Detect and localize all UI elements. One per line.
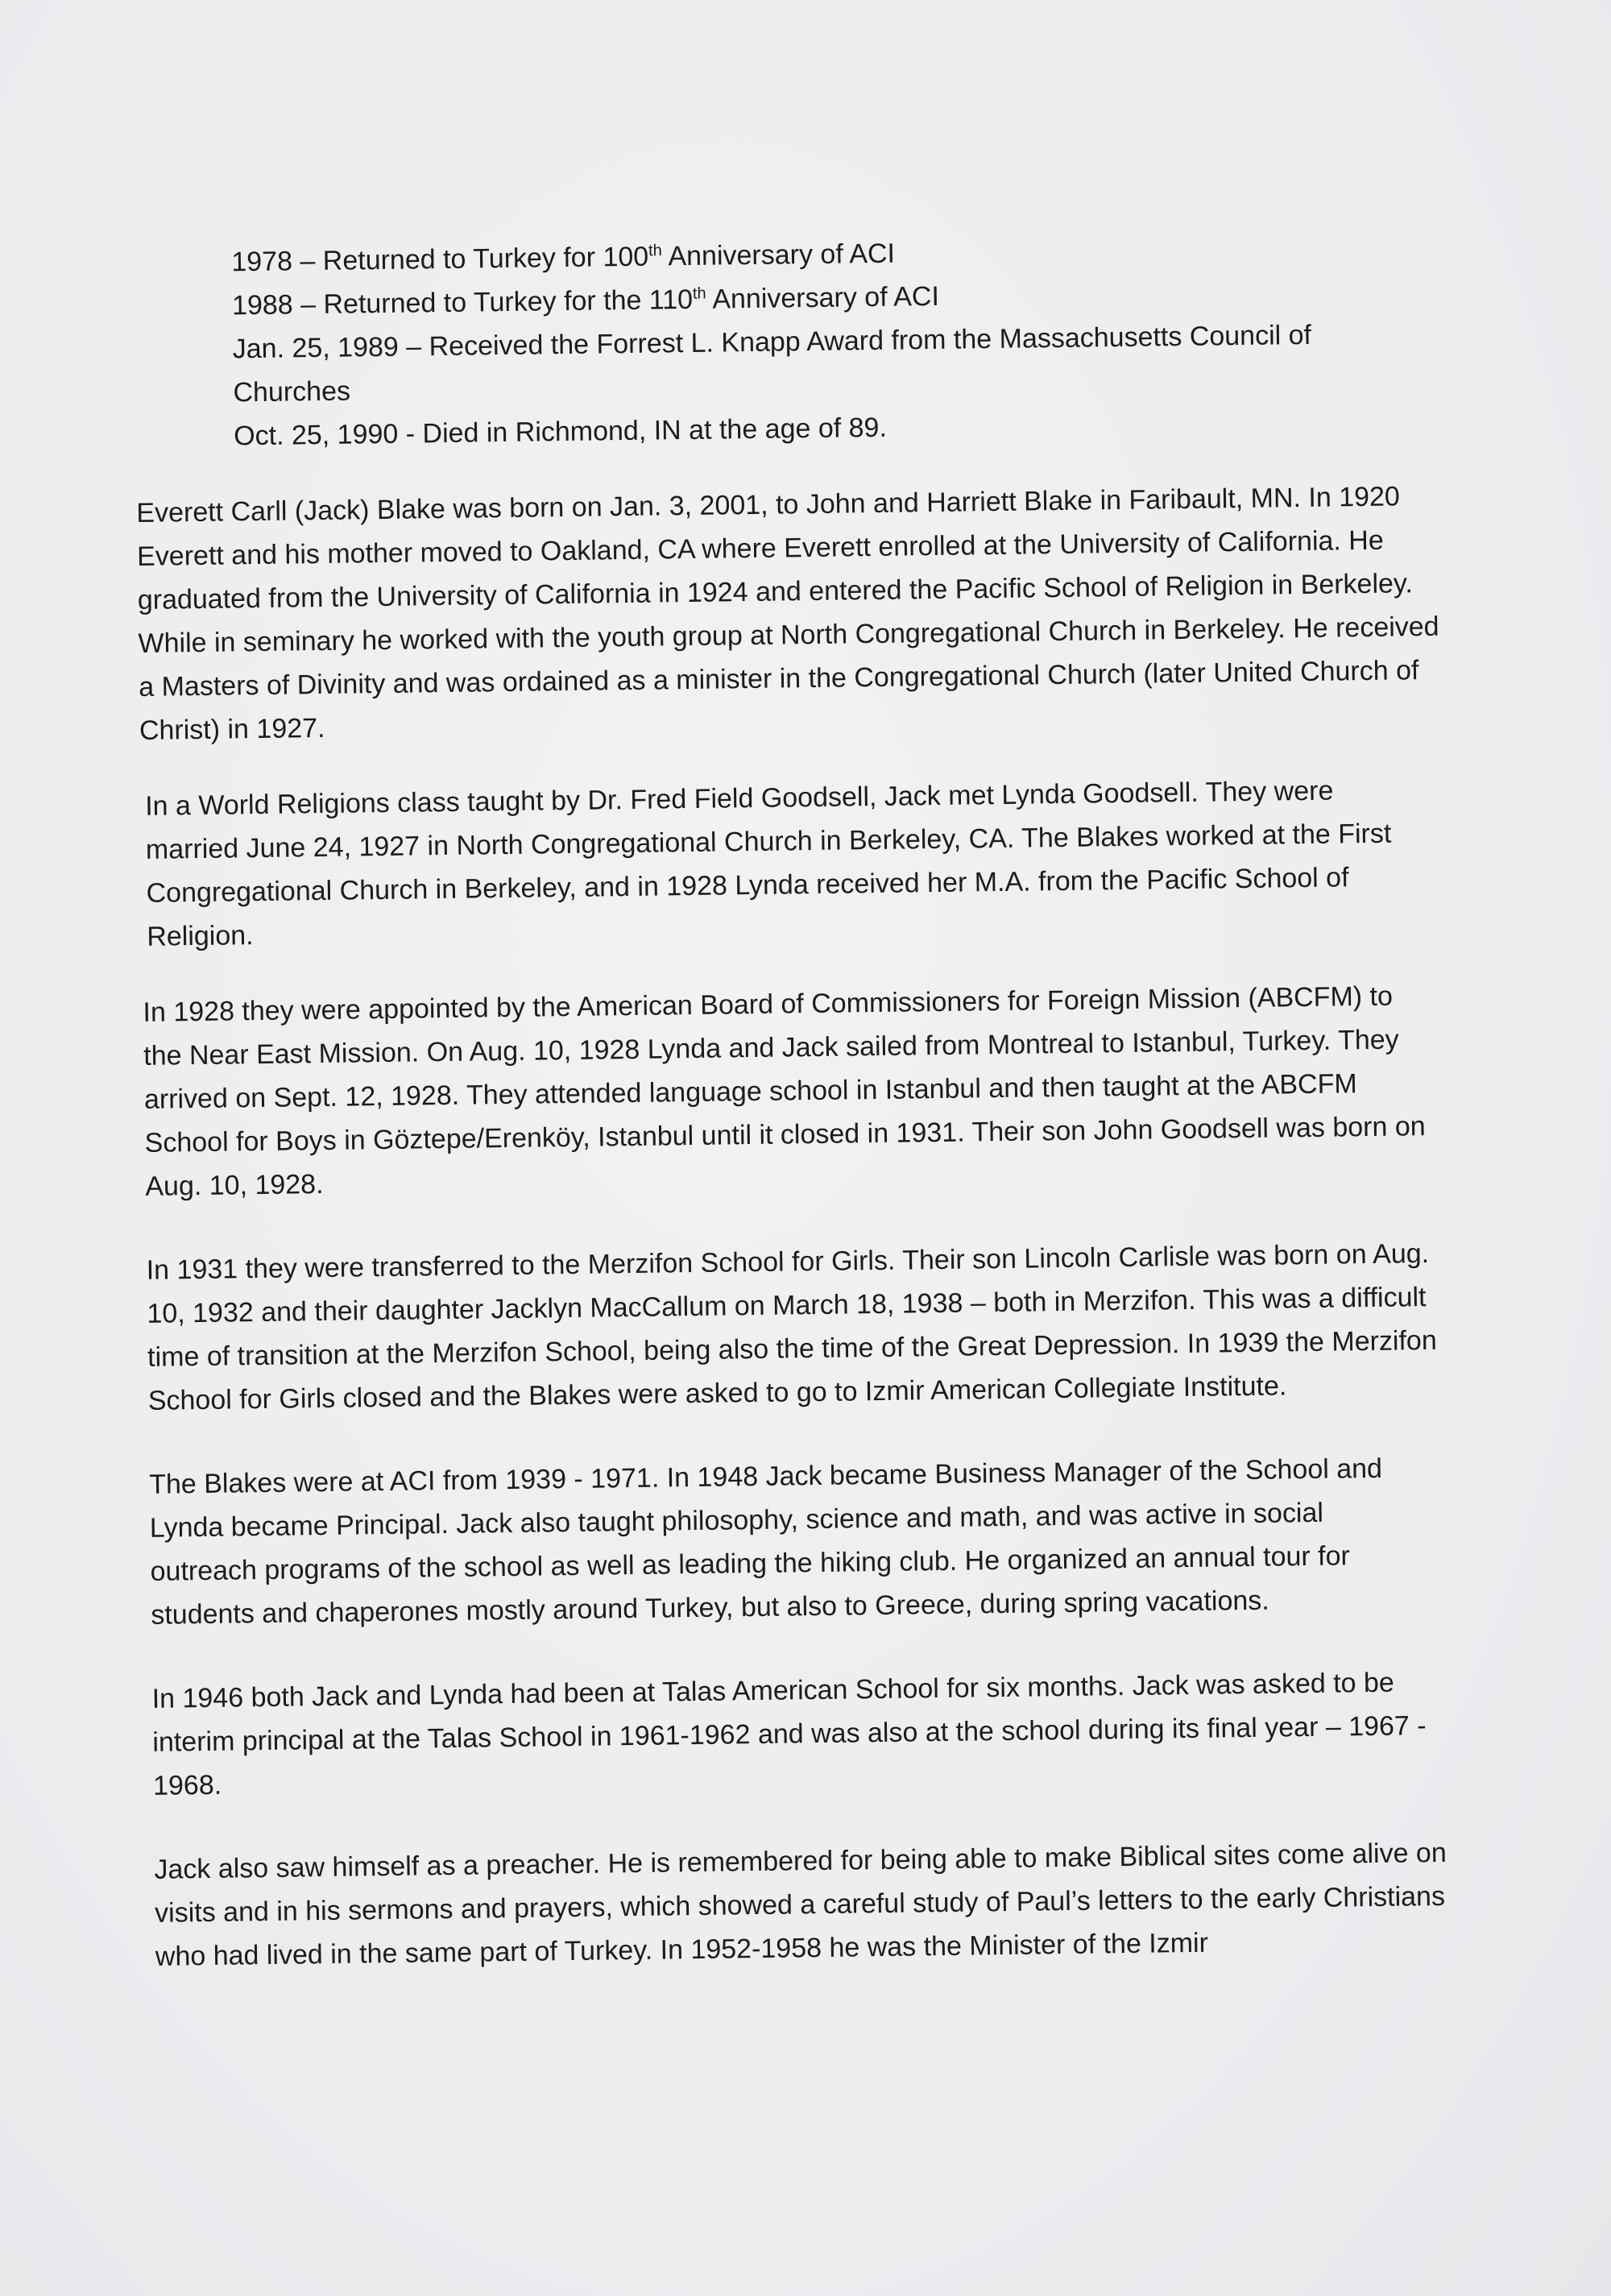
timeline-entry-1988: 1988 – Returned to Turkey for the 110th Anniversary of ACI [231, 280, 940, 321]
paragraph-mission-appointment: In 1928 they were appointed by the American Board of Commissioners for Foreign Mission (ABCFM) to the Near East Mission. On Aug. 10, 1928 Lynda and Jack sailed from Montreal to Istanbul, Turkey. They arrived on Sept. 12, 1928. They attended language school in Istanbul and then taught at the ABCFM School for Boys in Göztepe/Erenköy, Istanbul until it closed in 1931. Their son John Goodsell was born on Aug. 10, 1928. [143, 980, 1426, 1202]
timeline-entry-1990: Oct. 25, 1990 - Died in Richmond, IN at the age of 89. [233, 412, 888, 452]
paragraph-merzifon: In 1931 they were transferred to the Merzifon School for Girls. Their son Lincoln Carlisle was born on Aug. 10, 1932 and their daughter Jacklyn MacCallum on March 18, 1938 – both in Merzifon. This was a difficult time of transition at the Merzifon School, being also the time of the Great Depression. In 1939 the Merzifon School for Girls closed and the Blakes were asked to go to Izmir American Collegiate Institute. [146, 1238, 1437, 1416]
document-body [133, 225, 1477, 2011]
paragraph-talas: In 1946 both Jack and Lynda had been at Talas American School for six months. Jack was asked to be interim principal at the Talas School in 1961-1962 and was also at the school during its final year – 1967 - 1968. [151, 1667, 1427, 1801]
timeline-entry-1978: 1978 – Returned to Turkey for 100th Anniversary of ACI [231, 238, 896, 278]
paragraph-marriage: In a World Religions class taught by Dr. Fred Field Goodsell, Jack met Lynda Goodsell. They were married June 24, 1927 in North Congregational Church in Berkeley, CA. The Blakes worked at the First Congregational Church in Berkeley, and in 1928 Lynda received her M.A. from the Pacific School of Religion. [144, 775, 1392, 952]
timeline-entry-1989: Jan. 25, 1989 – Received the Forrest L. Knapp Award from the Massachusetts Council of Churches [232, 319, 1312, 408]
paragraph-preacher: Jack also saw himself as a preacher. He is remembered for being able to make Biblical sites come alive on visits and in his sermons and prayers, which showed a careful study of Paul’s letters to the early Christians who had lived in the same part of Turkey. In 1952-1958 he was the Minister of the Izmir [154, 1837, 1447, 1972]
paragraph-biography-intro: Everett Carll (Jack) Blake was born on Jan. 3, 2001, to John and Harriett Blake in Faribault, MN. In 1920 Everett and his mother moved to Oakland, CA where Everett enrolled at the University of California. He graduated from the University of California in 1924 and entered the Pacific School of Religion in Berkeley. While in seminary he worked with the youth group at North Congregational Church in Berkeley. He received a Masters of Divinity and was ordained as a minister in the Congregational Church (later United Church of Christ) in 1927. [136, 481, 1439, 746]
paragraph-aci-years: The Blakes were at ACI from 1939 - 1971. In 1948 Jack became Business Manager of the School and Lynda became Principal. Jack also taught philosophy, science and math, and was active in social outreach programs of the school as well as leading the hiking club. He organized an annual tour for students and chaperones mostly around Turkey, but also to Greece, during spring vacations. [148, 1453, 1383, 1631]
timeline-list [231, 225, 1456, 458]
